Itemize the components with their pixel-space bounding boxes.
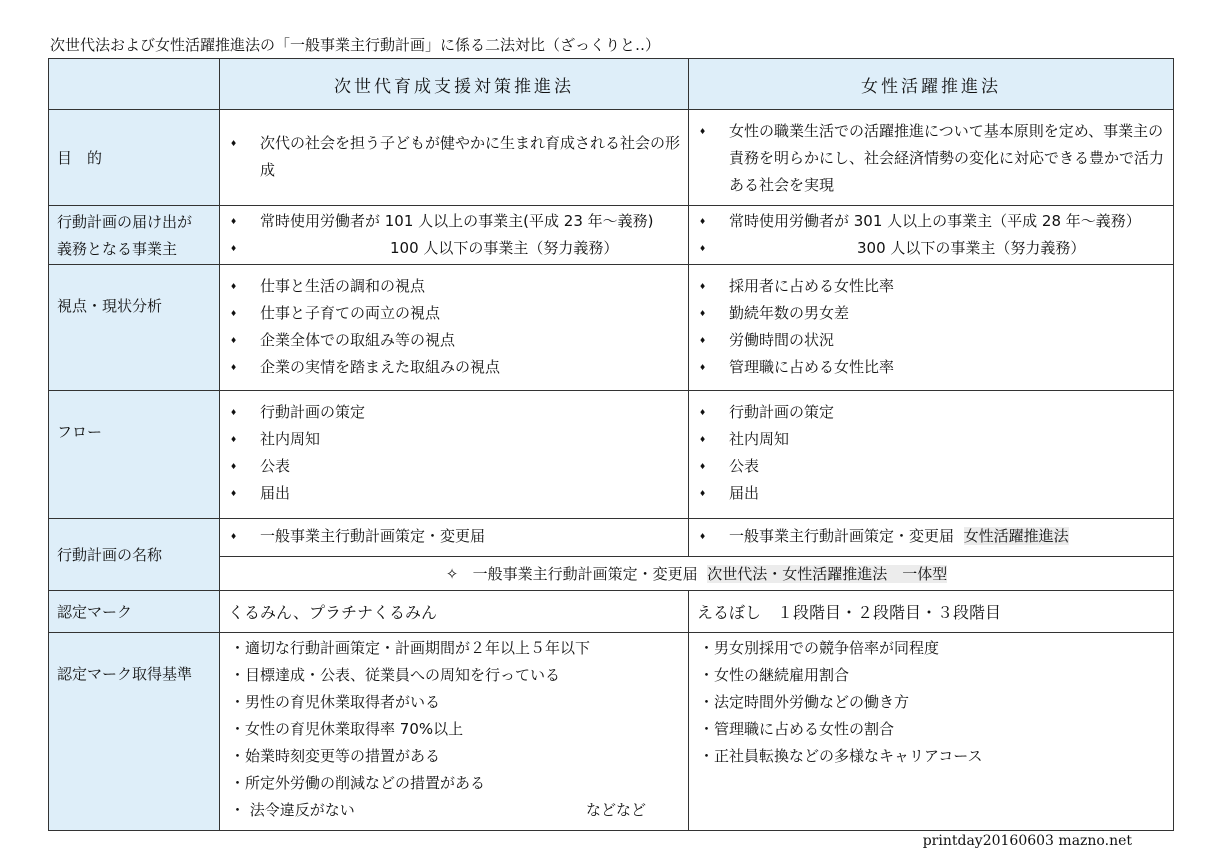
obligation-cell-b <box>689 206 1174 265</box>
label-text: 目 的 <box>57 149 103 167</box>
label-line: 行動計画の届け出が <box>57 213 193 231</box>
row-label-mark <box>49 591 220 633</box>
list-item: ・ 始業時刻変更等の措置がある <box>230 743 682 770</box>
purpose-cell-a <box>220 110 689 206</box>
footer-credit: printday20160603 mazno.net <box>922 833 1132 849</box>
mark-cell-a <box>220 591 689 633</box>
list-item: ♦ 社内周知 <box>699 426 1167 453</box>
list-item: ・ 法定時間外労働などの働き方 <box>699 689 1167 716</box>
list-item: ♦ 労働時間の状況 <box>699 327 1167 354</box>
row-label-purpose <box>49 110 220 206</box>
list-item: ♦ 300 人以下の事業主（努力義務） <box>699 235 1167 262</box>
flow-cell-a <box>220 391 689 519</box>
page-title: 次世代法および女性活躍推進法の「一般事業主行動計画」に係る二法対比（ざっくりと‥） <box>50 36 661 54</box>
list-item: ♦ 女性の職業生活での活躍推進について基本原則を定め、事業主の責務を明らかにし、社会経済情勢の変化に対応できる豊かで活力ある社会を実現 <box>699 118 1167 199</box>
list-item: ・ 女性の継続雇用割合 <box>699 662 1167 689</box>
label-text: 認定マーク取得基準 <box>57 665 193 683</box>
row-obligation <box>49 206 1174 265</box>
list-item: ♦ 常時使用労働者が 301 人以上の事業主（平成 28 年～義務） <box>699 208 1167 235</box>
list-item: ・ 管理職に占める女性の割合 <box>699 716 1167 743</box>
plan-name-joint-cell <box>220 557 1174 591</box>
list-item: ・ 目標達成・公表、従業員への周知を行っている <box>230 662 682 689</box>
list-item: ・ 所定外労働の削減などの措置がある <box>230 770 682 797</box>
law-tag: 女性活躍推進法 <box>963 527 1069 545</box>
list-item: ♦ 勤続年数の男女差 <box>699 300 1167 327</box>
row-criteria <box>49 633 1174 831</box>
list-item: ・ 女性の育児休業取得率 70%以上 <box>230 716 682 743</box>
list-item: ・ 正社員転換などの多様なキャリアコース <box>699 743 1167 770</box>
list-item: ♦ 100 人以下の事業主（努力義務） <box>230 235 682 262</box>
header-blank-cell <box>49 59 220 110</box>
label-text: フロー <box>57 423 103 441</box>
analysis-cell-a <box>220 265 689 391</box>
list-item: ♦ 行動計画の策定 <box>230 399 682 426</box>
list-item: ♦ 常時使用労働者が 101 人以上の事業主(平成 23 年～義務) <box>230 208 682 235</box>
header-col-b: 女性活躍推進法 <box>689 59 1174 110</box>
list-item <box>230 797 682 824</box>
list-item: ♦ 仕事と子育ての両立の視点 <box>230 300 682 327</box>
criteria-last-text: 法令違反がない <box>249 801 355 819</box>
joint-law-tag: 次世代法・女性活躍推進法 一体型 <box>707 565 948 583</box>
flow-cell-b <box>689 391 1174 519</box>
list-item: ♦ 次代の社会を担う子どもが健やかに生まれ育成される社会の形成 <box>230 130 682 184</box>
list-item: ♦ 公表 <box>699 453 1167 480</box>
comparison-table <box>48 58 1174 831</box>
mark-text: くるみん、プラチナくるみん <box>228 603 437 622</box>
analysis-cell-b <box>689 265 1174 391</box>
row-label-flow <box>49 391 220 519</box>
list-item: ・ 男性の育児休業取得者がいる <box>230 689 682 716</box>
list-item: ・ 男女別採用での競争倍率が同程度 <box>699 635 1167 662</box>
list-item: ♦ 社内周知 <box>230 426 682 453</box>
label-text: 視点・現状分析 <box>57 297 163 315</box>
row-label-obligation <box>49 206 220 265</box>
mark-text: えるぼし １段階目・２段階目・３段階目 <box>697 603 1002 622</box>
plan-name-cell-a <box>220 519 689 557</box>
sparkle-icon: ✧ <box>445 565 459 583</box>
list-item: ♦ 仕事と生活の調和の視点 <box>230 273 682 300</box>
header-row <box>49 59 1174 110</box>
header-col-a: 次世代育成支援対策推進法 <box>220 59 689 110</box>
label-text: 認定マーク <box>57 603 133 621</box>
obligation-cell-a <box>220 206 689 265</box>
list-item: ♦ 採用者に占める女性比率 <box>699 273 1167 300</box>
purpose-cell-b <box>689 110 1174 206</box>
mark-cell-b <box>689 591 1174 633</box>
list-item: ♦ 管理職に占める女性比率 <box>699 354 1167 381</box>
list-item <box>699 523 1167 550</box>
row-flow <box>49 391 1174 519</box>
list-item: ♦ 届出 <box>699 480 1167 507</box>
row-label-plan-name <box>49 519 220 591</box>
plan-name-cell-b <box>689 519 1174 557</box>
row-mark <box>49 591 1174 633</box>
list-item: ♦ 一般事業主行動計画策定・変更届 <box>230 523 682 550</box>
label-text <box>49 206 219 263</box>
row-plan-name <box>49 519 1174 557</box>
row-analysis <box>49 265 1174 391</box>
list-item: ♦ 届出 <box>230 480 682 507</box>
row-label-criteria <box>49 633 220 831</box>
label-line: 義務となる事業主 <box>57 240 178 258</box>
row-purpose <box>49 110 1174 206</box>
criteria-cell-b <box>689 633 1174 831</box>
row-label-analysis <box>49 265 220 391</box>
label-text: 行動計画の名称 <box>57 546 163 564</box>
criteria-suffix: などなど <box>586 801 647 819</box>
list-item: ♦ 企業全体での取組み等の視点 <box>230 327 682 354</box>
list-item: ♦ 行動計画の策定 <box>699 399 1167 426</box>
criteria-cell-a <box>220 633 689 831</box>
list-item: ♦ 公表 <box>230 453 682 480</box>
joint-plan-text: 一般事業主行動計画策定・変更届 <box>472 565 698 583</box>
list-item: ♦ 企業の実情を踏まえた取組みの視点 <box>230 354 682 381</box>
plan-name-text: 一般事業主行動計画策定・変更届 <box>729 527 955 545</box>
list-item: ・ 適切な行動計画策定・計画期間が２年以上５年以下 <box>230 635 682 662</box>
